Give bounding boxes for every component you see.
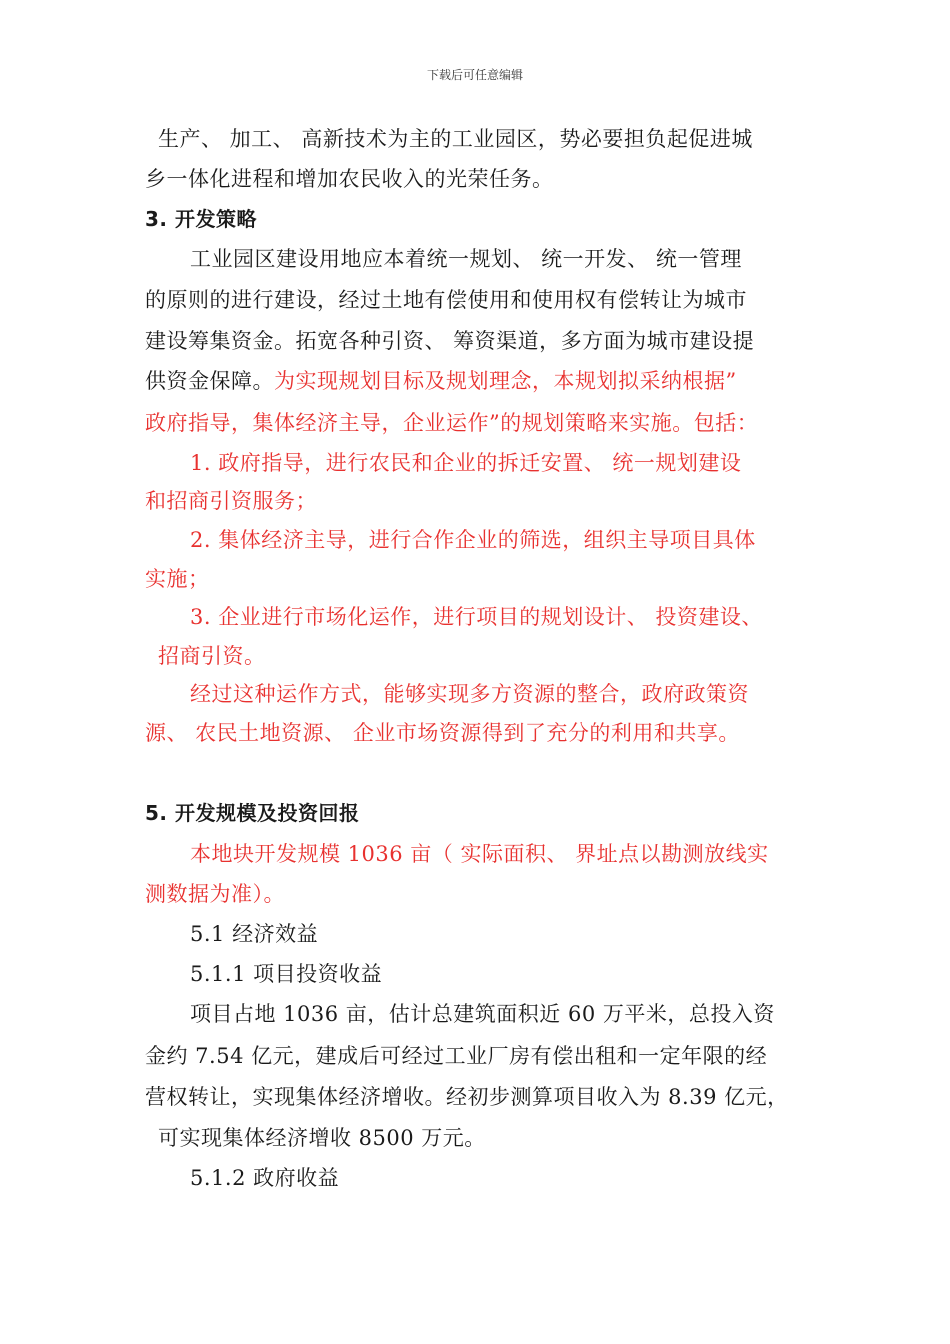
list-item: 2. 集体经济主导，进行合作企业的筛选，组织主导项目具体	[190, 528, 756, 552]
highlighted-text: 为实现规划目标及规划理念，本规划拟采纳根据”	[274, 369, 737, 393]
paragraph-text: 供资金保障。	[145, 369, 274, 393]
paragraph-line: 源、 农民土地资源、 企业市场资源得到了充分的利用和共享。	[145, 721, 740, 745]
paragraph-line: 的原则的进行建设，经过土地有偿使用和使用权有偿转让为城市	[145, 288, 747, 312]
paragraph-line: 营权转让，实现集体经济增收。经初步测算项目收入为 8.39 亿元，	[145, 1085, 789, 1109]
section-heading: 3. 开发策略	[145, 207, 257, 231]
paragraph-line: 项目占地 1036 亩，估计总建筑面积近 60 万平米，总投入资	[190, 1002, 775, 1026]
page-header: 下载后可任意编辑	[426, 68, 523, 82]
paragraph-line: 生产、 加工、 高新技术为主的工业园区，势必要担负起促进城	[158, 127, 753, 151]
list-item-continuation: 实施；	[145, 567, 210, 591]
list-item: 1. 政府指导，进行农民和企业的拆迁安置、 统一规划建设	[190, 451, 742, 475]
paragraph-line: 政府指导，集体经济主导，企业运作”的规划策略来实施。包括：	[145, 411, 759, 435]
paragraph-line: 测数据为准）。	[145, 882, 285, 906]
paragraph-line: 经过这种运作方式，能够实现多方资源的整合，政府政策资	[190, 682, 749, 706]
list-item-continuation: 和招商引资服务；	[145, 489, 317, 513]
subsection-heading: 5.1.2 政府收益	[190, 1166, 340, 1190]
paragraph-line: 乡一体化进程和增加农民收入的光荣任务。	[145, 167, 554, 191]
subsection-heading: 5.1 经济效益	[190, 922, 319, 946]
subsection-heading: 5.1.1 项目投资收益	[190, 962, 383, 986]
paragraph-line: 金约 7.54 亿元，建成后可经过工业厂房有偿出租和一定年限的经	[145, 1044, 768, 1068]
paragraph-line	[145, 366, 737, 396]
paragraph-line: 可实现集体经济增收 8500 万元。	[158, 1126, 486, 1150]
paragraph-line: 本地块开发规模 1036 亩（ 实际面积、 界址点以勘测放线实	[190, 842, 769, 866]
list-item-continuation: 招商引资。	[158, 644, 266, 668]
section-heading: 5. 开发规模及投资回报	[145, 801, 360, 825]
list-item: 3. 企业进行市场化运作，进行项目的规划设计、 投资建设、	[190, 605, 763, 629]
paragraph-line: 建设筹集资金。拓宽各种引资、 筹资渠道，多方面为城市建设提	[145, 329, 755, 353]
paragraph-line: 工业园区建设用地应本着统一规划、 统一开发、 统一管理	[190, 247, 742, 271]
